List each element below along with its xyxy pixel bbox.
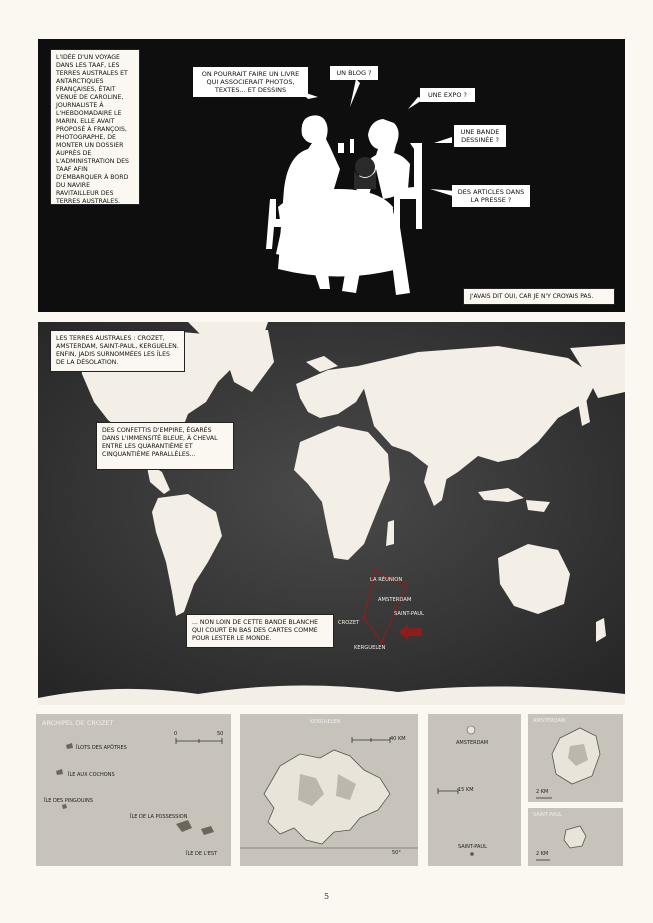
crozet-title: ARCHIPEL DE CROZET [42, 719, 114, 727]
panel-world-map [38, 322, 625, 705]
saint-paul-zoom-scale: 2 KM [536, 851, 549, 857]
crozet-scale-end: 50 [217, 731, 224, 737]
crozet-cochons: ÎLE AUX COCHONS [68, 772, 115, 778]
map-caption-confettis: DES CONFETTIS D'EMPIRE, ÉGARÉS DANS L'IMMENSITÉ BLEUE, À CHEVAL ENTRE LES QUARANTIÈME ET CINQUANTIÈME PARALLÈLES... [96, 422, 234, 470]
crozet-possession: ÎLE DE LA POSSESSION [130, 814, 188, 820]
bubble-blog: UN BLOG ? [330, 66, 378, 80]
amsterdam-zoom-scale: 2 KM [536, 789, 549, 795]
crozet-islands [36, 714, 231, 866]
panel-crozet [36, 714, 231, 866]
panel-amsterdam-zoom [528, 714, 623, 802]
label-amsterdam: AMSTERDAM [378, 597, 412, 603]
map-caption-bande-blanche: ... NON LOIN DE CETTE BANDE BLANCHE QUI COURT EN BAS DES CARTES COMME POUR LESTER LE MONDE. [186, 614, 334, 648]
bubble-expo: UNE EXPO ? [420, 88, 475, 102]
bubble-bd: UNE BANDE DESSINÉE ? [454, 125, 506, 147]
panel-saint-paul-zoom [528, 808, 623, 866]
kerguelen-latitude: 50° [392, 850, 401, 856]
amsterdam-stpaul-scale: 15 KM [458, 787, 474, 793]
kerguelen-title: KERGUELEN [310, 719, 341, 725]
dinner-bottom-caption: J'AVAIS DIT OUI, CAR JE N'Y CROYAIS PAS. [463, 288, 615, 305]
label-saint-paul: SAINT-PAUL [394, 611, 424, 617]
kerguelen-scale: 40 KM [390, 736, 406, 742]
saint-paul-zoom-title: SAINT-PAUL [533, 812, 562, 818]
page-number: 5 [323, 892, 330, 901]
amsterdam-zoom-title: AMSTERDAM [533, 718, 566, 724]
crozet-est: ÎLE DE L'EST [186, 851, 218, 857]
saint-paul-label: SAINT-PAUL [458, 844, 487, 850]
dinner-caption: L'IDÉE D'UN VOYAGE DANS LES TAAF, LES TERRES AUSTRALES ET ANTARCTIQUES FRANÇAISES, ÉTAIT VENUE DE CAROLINE, JOURNALISTE À L'HEBDOMADAIRE LE MARIN. ELLE AVAIT PROPOSÉ À FRANÇOIS, PHOTOGRAPHE, DE MONTER UN DOSSIER AUPRÈS DE L'ADMINISTRATION DES TAAF AFIN D'EMBARQUER À BORD DU NAVIRE RAVITAILLEUR DES TERRES AUSTRALES. [50, 49, 140, 205]
map-caption-terres: LES TERRES AUSTRALES : CROZET, AMSTERDAM, SAINT-PAUL, KERGUELEN. ENFIN, JADIS SURNOMMÉES LES ÎLES DE LA DÉSOLATION. [50, 330, 185, 372]
label-kerguelen: KERGUELEN [354, 645, 386, 651]
panel-dinner [38, 39, 625, 312]
label-reunion: LA RÉUNION [370, 577, 403, 583]
crozet-ilots: ÎLOTS DES APÔTRES [76, 745, 127, 751]
panel-amsterdam-stpaul [428, 714, 521, 866]
bubble-articles: DES ARTICLES DANS LA PRESSE ? [452, 185, 530, 207]
crozet-pingouins: ÎLE DES PINGOUINS [44, 798, 93, 804]
crozet-scale-start: 0 [174, 731, 178, 737]
bubble-livre: ON POURRAIT FAIRE UN LIVRE QUI ASSOCIERAIT PHOTOS, TEXTES... ET DESSINS [193, 67, 308, 97]
amsterdam-label: AMSTERDAM [456, 740, 489, 746]
label-crozet: CROZET [338, 620, 360, 626]
panel-kerguelen [240, 714, 418, 866]
